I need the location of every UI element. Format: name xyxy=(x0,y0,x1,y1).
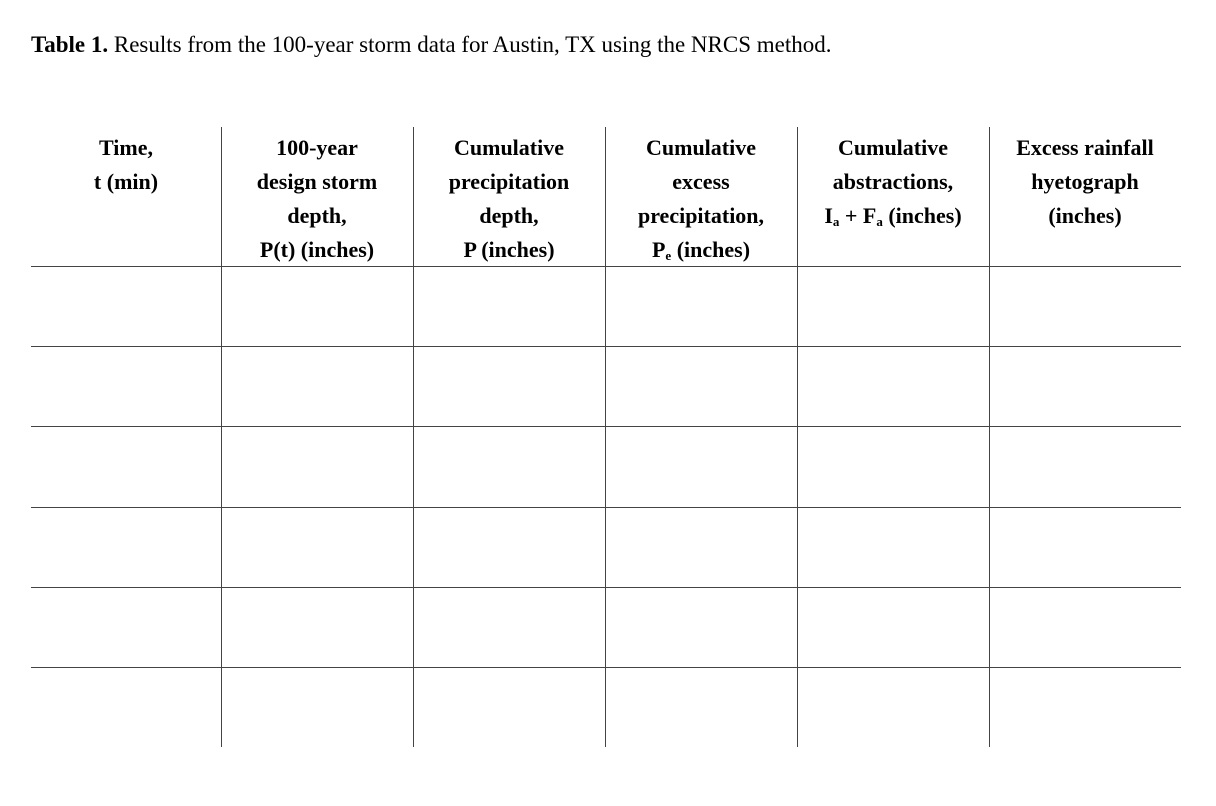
table-cell[interactable] xyxy=(413,667,605,747)
table-cell[interactable] xyxy=(797,587,989,667)
table-cell[interactable] xyxy=(413,266,605,346)
table-cell[interactable] xyxy=(605,507,797,587)
caption-text: Results from the 100-year storm data for Austin, TX using the NRCS method. xyxy=(108,32,832,57)
table-cell[interactable] xyxy=(989,426,1181,507)
table-cell[interactable] xyxy=(797,266,989,346)
table-cell[interactable] xyxy=(413,587,605,667)
table-cell[interactable] xyxy=(797,426,989,507)
table-cell[interactable] xyxy=(221,266,413,346)
table-cell[interactable] xyxy=(605,266,797,346)
table-cell[interactable] xyxy=(605,667,797,747)
header-excess-hyetograph: Excess rainfall hyetograph (inches) xyxy=(1016,135,1154,228)
caption-label: Table 1. xyxy=(31,32,109,57)
table-cell[interactable] xyxy=(221,587,413,667)
table-cell[interactable] xyxy=(31,507,221,587)
table-cell[interactable] xyxy=(413,346,605,426)
table-cell[interactable] xyxy=(989,587,1181,667)
table-cell[interactable] xyxy=(797,346,989,426)
table-caption xyxy=(31,31,832,59)
table-cell[interactable] xyxy=(221,667,413,747)
table-cell[interactable] xyxy=(31,346,221,426)
table-cell[interactable] xyxy=(989,346,1181,426)
table-cell[interactable] xyxy=(989,507,1181,587)
header-cumulative-precipitation: Cumulative precipitation depth, P (inches) xyxy=(448,135,570,262)
table-cell[interactable] xyxy=(605,426,797,507)
table-cell[interactable] xyxy=(989,667,1181,747)
table-cell[interactable] xyxy=(989,266,1181,346)
table-cell[interactable] xyxy=(31,667,221,747)
table-cell[interactable] xyxy=(605,587,797,667)
table-cell[interactable] xyxy=(221,346,413,426)
header-cumulative-abstractions: Cumulative abstractions, $I_a + F_a$ (inches) xyxy=(824,135,962,229)
table-cell[interactable] xyxy=(413,426,605,507)
header-design-storm-depth: 100-year design storm depth, P(t) (inches) xyxy=(256,135,378,262)
header-time: Time, t (min) xyxy=(93,135,159,194)
table-cell[interactable] xyxy=(605,346,797,426)
table-cell[interactable] xyxy=(413,507,605,587)
table-cell[interactable] xyxy=(31,587,221,667)
table-cell[interactable] xyxy=(797,507,989,587)
header-cumulative-excess: Cumulative excess precipitation, $P_e$ (inches) xyxy=(637,135,765,263)
table-cell[interactable] xyxy=(221,426,413,507)
table-cell[interactable] xyxy=(31,426,221,507)
table-cell[interactable] xyxy=(31,266,221,346)
table-cell[interactable] xyxy=(797,667,989,747)
table-cell[interactable] xyxy=(221,507,413,587)
